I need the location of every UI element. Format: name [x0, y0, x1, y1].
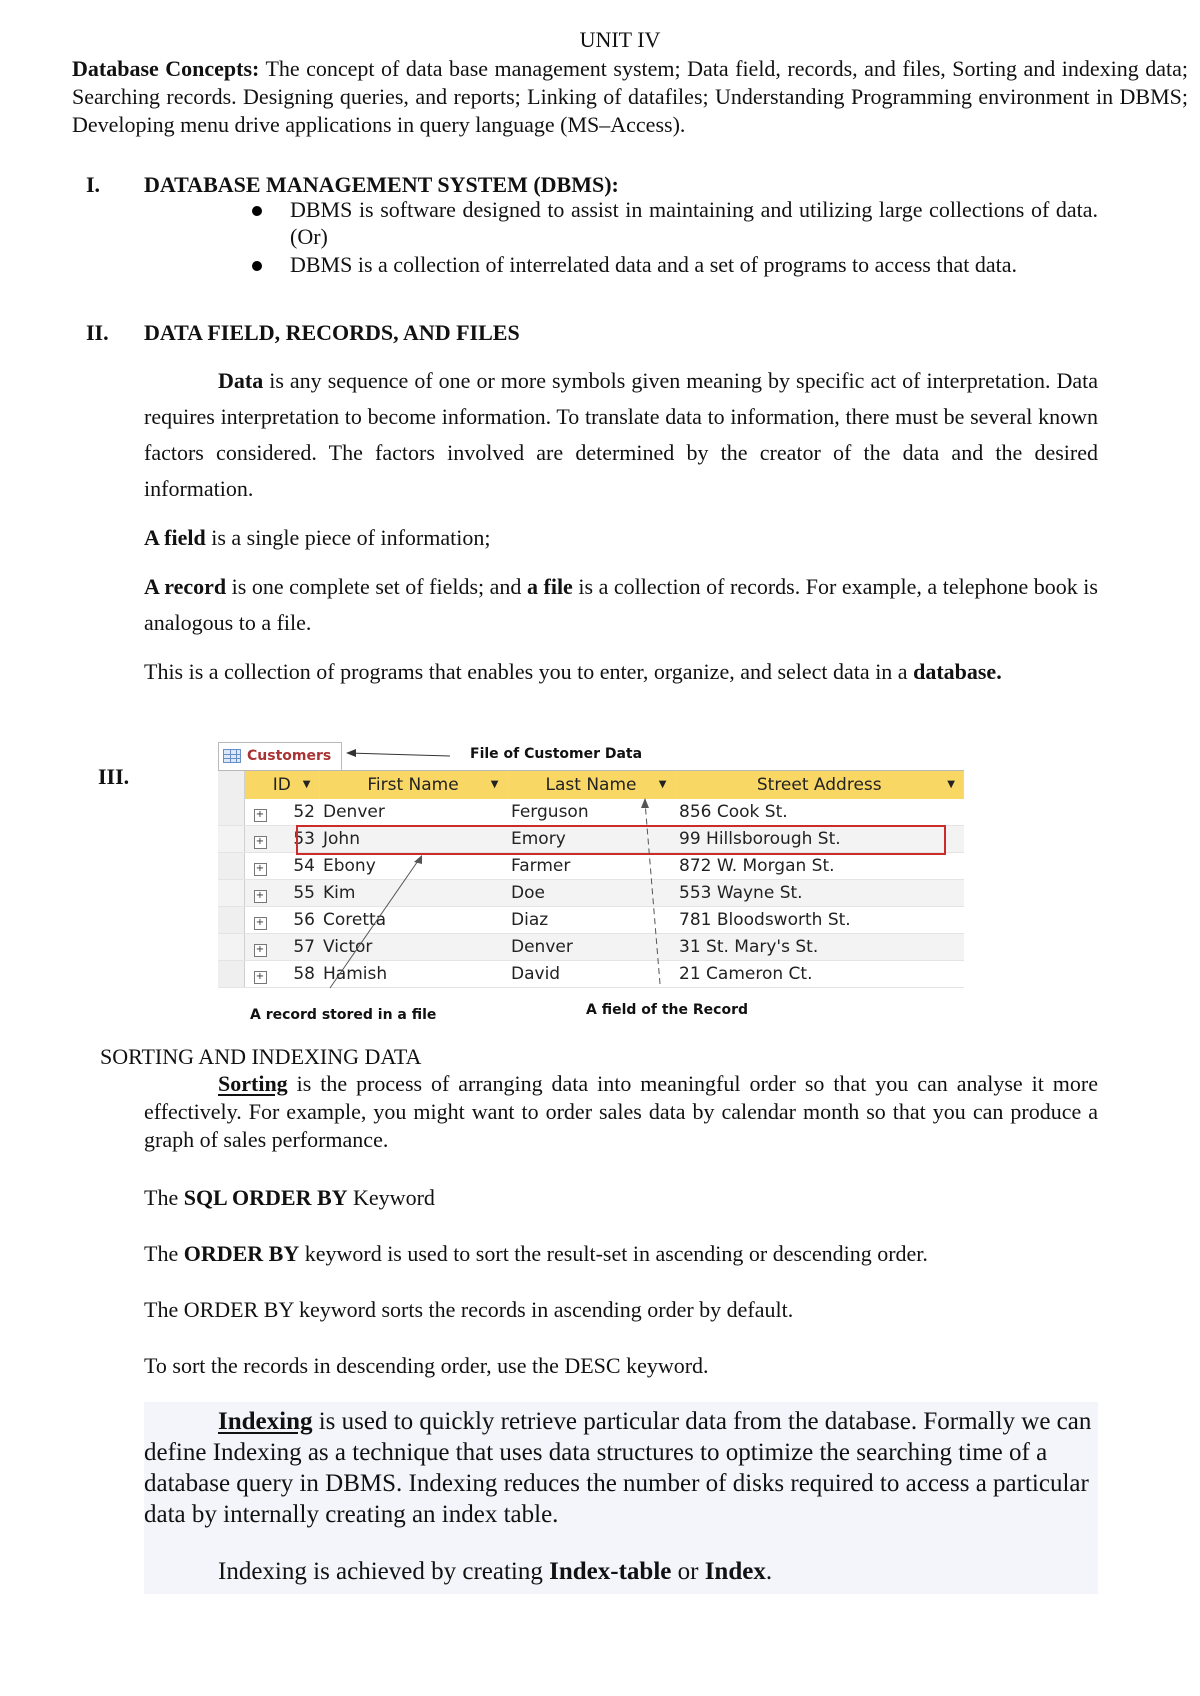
database-term: database. — [913, 659, 1002, 684]
dropdown-arrow-icon[interactable]: ▼ — [302, 779, 311, 790]
intro-paragraph — [72, 55, 1188, 139]
cell-last-name[interactable]: Doe — [507, 880, 675, 907]
indexing-text: is used to quickly retrieve particular data from the database. Formally we can define Indexing as a technique that uses data structures to optimize the searching time of a database query in DBMS. Indexing reduces the number of disks required to access a particular data by internally creating an index table. — [144, 1408, 1092, 1528]
cell-street-address[interactable]: 99 Hillsborough St. — [675, 826, 964, 853]
expand-icon[interactable]: + — [245, 853, 276, 880]
section-1-heading: DATABASE MANAGEMENT SYSTEM (DBMS): — [144, 172, 619, 197]
column-header-label: First Name — [367, 775, 459, 795]
field-annotation: A field of the Record — [586, 1002, 749, 1018]
record-pointer-line — [330, 858, 420, 988]
sorting-term: Sorting — [218, 1071, 288, 1096]
column-header-label: ID — [272, 775, 291, 795]
annotation-arrows — [218, 740, 964, 1000]
cell-street-address[interactable]: 553 Wayne St. — [675, 880, 964, 907]
file-pointer-line — [348, 753, 450, 756]
record-pointer-arrowhead — [414, 855, 422, 864]
indexing-line-2-end: . — [765, 1558, 773, 1585]
bullet-text: DBMS is a collection of interrelated data and a set of programs to access that data. — [290, 252, 1017, 277]
cell-street-address[interactable]: 781 Bloodsworth St. — [675, 907, 964, 934]
customers-table-figure — [218, 740, 964, 1023]
cell-last-name[interactable]: David — [507, 961, 675, 988]
dropdown-arrow-icon[interactable]: ▼ — [947, 779, 955, 790]
cell-first-name[interactable]: John — [319, 826, 507, 853]
sorting-paragraph — [144, 1070, 1098, 1154]
section-2-numeral: II. — [86, 320, 109, 345]
intro-lead: Database Concepts: — [72, 56, 260, 81]
order-by-term: SQL ORDER BY — [183, 1185, 348, 1210]
order-by-line-3: The ORDER BY keyword sorts the records in ascending order by default. — [144, 1297, 794, 1322]
cell-last-name[interactable]: Denver — [507, 934, 675, 961]
order-by-post: Keyword — [347, 1185, 435, 1210]
record-term: A record — [144, 574, 227, 599]
bullet-icon — [252, 206, 262, 216]
indexing-paragraph — [144, 1406, 1098, 1530]
cell-first-name[interactable]: Hamish — [319, 961, 507, 988]
order-by-line-2 — [144, 1236, 1098, 1272]
order-by-line-2-post: keyword is used to sort the result-set in ascending or descending order. — [299, 1241, 928, 1266]
bullet-item — [250, 251, 1098, 278]
bullet-icon — [252, 261, 262, 271]
cell-id[interactable]: 52 — [275, 799, 319, 826]
cell-id[interactable]: 54 — [275, 853, 319, 880]
column-header-label: Last Name — [545, 775, 637, 795]
cell-first-name[interactable]: Ebony — [319, 853, 507, 880]
dropdown-arrow-icon[interactable]: ▼ — [490, 779, 499, 790]
cell-street-address[interactable]: 856 Cook St. — [675, 799, 964, 826]
field-pointer-arrowhead — [641, 798, 649, 808]
cell-id[interactable]: 56 — [275, 907, 319, 934]
data-text: is any sequence of one or more symbols given meaning by specific act of interpretation. Data requires interpretation to become information. To translate data to information, there must be several known factors considered. The factors involved are determined by the creator of the data and the desired information. — [144, 368, 1098, 501]
section-1-numeral: I. — [86, 172, 101, 197]
order-by-heading — [144, 1180, 1098, 1216]
field-text: is a single piece of information; — [205, 525, 491, 550]
data-definition-paragraph — [144, 363, 1098, 507]
order-by-line-2-pre: The — [144, 1241, 184, 1266]
expand-icon[interactable]: + — [245, 799, 276, 826]
sorting-text: is the process of arranging data into meaningful order so that you can analyse it more effectively. For example, you might want to order sales data by calendar month so that you can produce a graph of sales performance. — [144, 1071, 1098, 1152]
sorting-heading: SORTING AND INDEXING DATA — [100, 1044, 422, 1069]
expand-icon[interactable]: + — [245, 907, 276, 934]
index-term: Index — [704, 1558, 766, 1585]
cell-id[interactable]: 55 — [275, 880, 319, 907]
field-definition-paragraph — [144, 520, 1098, 556]
section-2-heading: DATA FIELD, RECORDS, AND FILES — [144, 320, 520, 345]
cell-id[interactable]: 53 — [275, 826, 319, 853]
dropdown-arrow-icon[interactable]: ▼ — [658, 779, 667, 790]
database-text: This is a collection of programs that enables you to enter, organize, and select data in a — [144, 659, 914, 684]
unit-title: UNIT IV — [579, 27, 661, 52]
cell-last-name[interactable]: Emory — [507, 826, 675, 853]
expand-icon[interactable]: + — [245, 826, 276, 853]
cell-id[interactable]: 58 — [275, 961, 319, 988]
cell-first-name[interactable]: Kim — [319, 880, 507, 907]
order-by-line-2-term: ORDER BY — [183, 1241, 300, 1266]
indexing-line-2-mid: or — [671, 1558, 705, 1585]
cell-id[interactable]: 57 — [275, 934, 319, 961]
expand-icon[interactable]: + — [245, 880, 276, 907]
indexing-line-2-pre: Indexing is achieved by creating — [218, 1558, 550, 1585]
indexing-line-2 — [144, 1556, 1098, 1587]
index-table-term: Index-table — [549, 1558, 672, 1585]
field-term: A field — [144, 525, 206, 550]
indexing-term: Indexing — [218, 1408, 313, 1435]
cell-last-name[interactable]: Farmer — [507, 853, 675, 880]
intro-text: The concept of data base management system; Data field, records, and files, Sorting and indexing data; Searching records. Designing queries, and reports; Linking of datafiles; Understanding Programming environment in DBMS; Developing menu drive applications in query language (MS–Access). — [72, 56, 1188, 137]
file-annotation: File of Customer Data — [470, 746, 643, 762]
order-by-pre: The — [144, 1185, 184, 1210]
record-mid-text: is one complete set of fields; and — [226, 574, 527, 599]
cell-first-name[interactable]: Victor — [319, 934, 507, 961]
bullet-item — [250, 196, 1098, 250]
field-pointer-line — [645, 802, 660, 984]
file-term: a file — [526, 574, 573, 599]
expand-icon[interactable]: + — [245, 961, 276, 988]
cell-last-name[interactable]: Ferguson — [507, 799, 675, 826]
record-definition-paragraph — [144, 569, 1098, 641]
customers-tab-label: Customers — [247, 748, 332, 764]
cell-last-name[interactable]: Diaz — [507, 907, 675, 934]
order-by-line-4: To sort the records in descending order, use the DESC keyword. — [144, 1353, 709, 1378]
cell-street-address[interactable]: 21 Cameron Ct. — [675, 961, 964, 988]
cell-street-address[interactable]: 31 St. Mary's St. — [675, 934, 964, 961]
cell-first-name[interactable]: Coretta — [319, 907, 507, 934]
cell-street-address[interactable]: 872 W. Morgan St. — [675, 853, 964, 880]
expand-icon[interactable]: + — [245, 934, 276, 961]
section-3-numeral: III. — [98, 764, 130, 789]
cell-first-name[interactable]: Denver — [319, 799, 507, 826]
record-annotation: A record stored in a file — [250, 1007, 437, 1023]
dbms-bullet-list — [250, 196, 1098, 279]
bullet-text: DBMS is software designed to assist in maintaining and utilizing large collections of data. (Or) — [290, 197, 1098, 249]
column-header-label: Street Address — [756, 775, 882, 795]
file-pointer-arrowhead — [346, 749, 356, 757]
data-term: Data — [218, 368, 264, 393]
database-definition-paragraph — [144, 654, 1098, 690]
record-text: is a collection of records. For example, a telephone book is analogous to a file. — [144, 574, 1098, 635]
